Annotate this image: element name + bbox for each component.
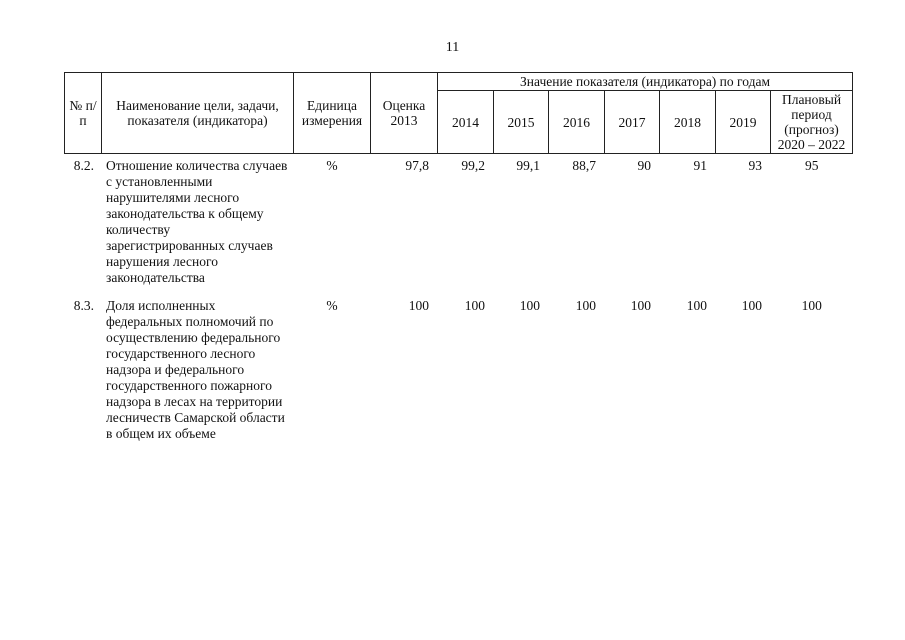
header-year: 2014 xyxy=(438,91,494,154)
value-cell: 99,2 xyxy=(461,158,485,173)
value-cell: 91 xyxy=(693,158,707,173)
header-year: 2017 xyxy=(605,91,660,154)
plan-cell: 100 xyxy=(801,298,822,313)
value-cell: 100 xyxy=(741,298,762,313)
unit-cell: % xyxy=(326,298,338,313)
page-number: 11 xyxy=(445,40,460,55)
estimate-cell: 100 xyxy=(408,298,429,313)
value-cell: 99,1 xyxy=(516,158,540,173)
indicators-table xyxy=(64,72,853,442)
value-cell: 100 xyxy=(686,298,707,313)
header-year: 2018 xyxy=(660,91,716,154)
plan-cell: 95 xyxy=(805,158,819,173)
value-cell: 93 xyxy=(748,158,762,173)
value-cell: 100 xyxy=(464,298,485,313)
indicator-name: Отношение количества случаев с установленными нарушителями лесного законодательства к общему количеству зарегистрированных случаев нарушения лесного законодательства xyxy=(106,158,288,285)
header-year: 2015 xyxy=(494,91,549,154)
header-unit: Единица измерения xyxy=(294,73,371,154)
estimate-cell: 97,8 xyxy=(405,158,429,173)
value-cell: 100 xyxy=(630,298,651,313)
header-year: 2019 xyxy=(716,91,771,154)
header-year: 2016 xyxy=(549,91,605,154)
indicator-name: Доля исполненных федеральных полномочий по осуществлению федерального государственного лесного надзора и федерального государственного пожарного надзора в лесах на территории лесничеств Самарской области в общем их объеме xyxy=(106,298,285,441)
table-row xyxy=(65,294,853,442)
value-cell: 100 xyxy=(519,298,540,313)
value-cell: 90 xyxy=(637,158,651,173)
unit-cell: % xyxy=(326,158,338,173)
header-plan-period: Плановый период (прогноз) 2020 – 2022 xyxy=(771,91,853,154)
row-number: 8.3. xyxy=(73,298,94,313)
table-row xyxy=(65,154,853,295)
value-cell: 88,7 xyxy=(572,158,596,173)
header-no: № п/п xyxy=(65,73,102,154)
table-header xyxy=(65,73,853,154)
header-values-by-year: Значение показателя (индикатора) по годам xyxy=(438,73,853,91)
header-estimate: Оценка 2013 xyxy=(371,73,438,154)
value-cell: 100 xyxy=(575,298,596,313)
row-number: 8.2. xyxy=(73,158,94,173)
header-name: Наименование цели, задачи, показателя (индикатора) xyxy=(102,73,294,154)
